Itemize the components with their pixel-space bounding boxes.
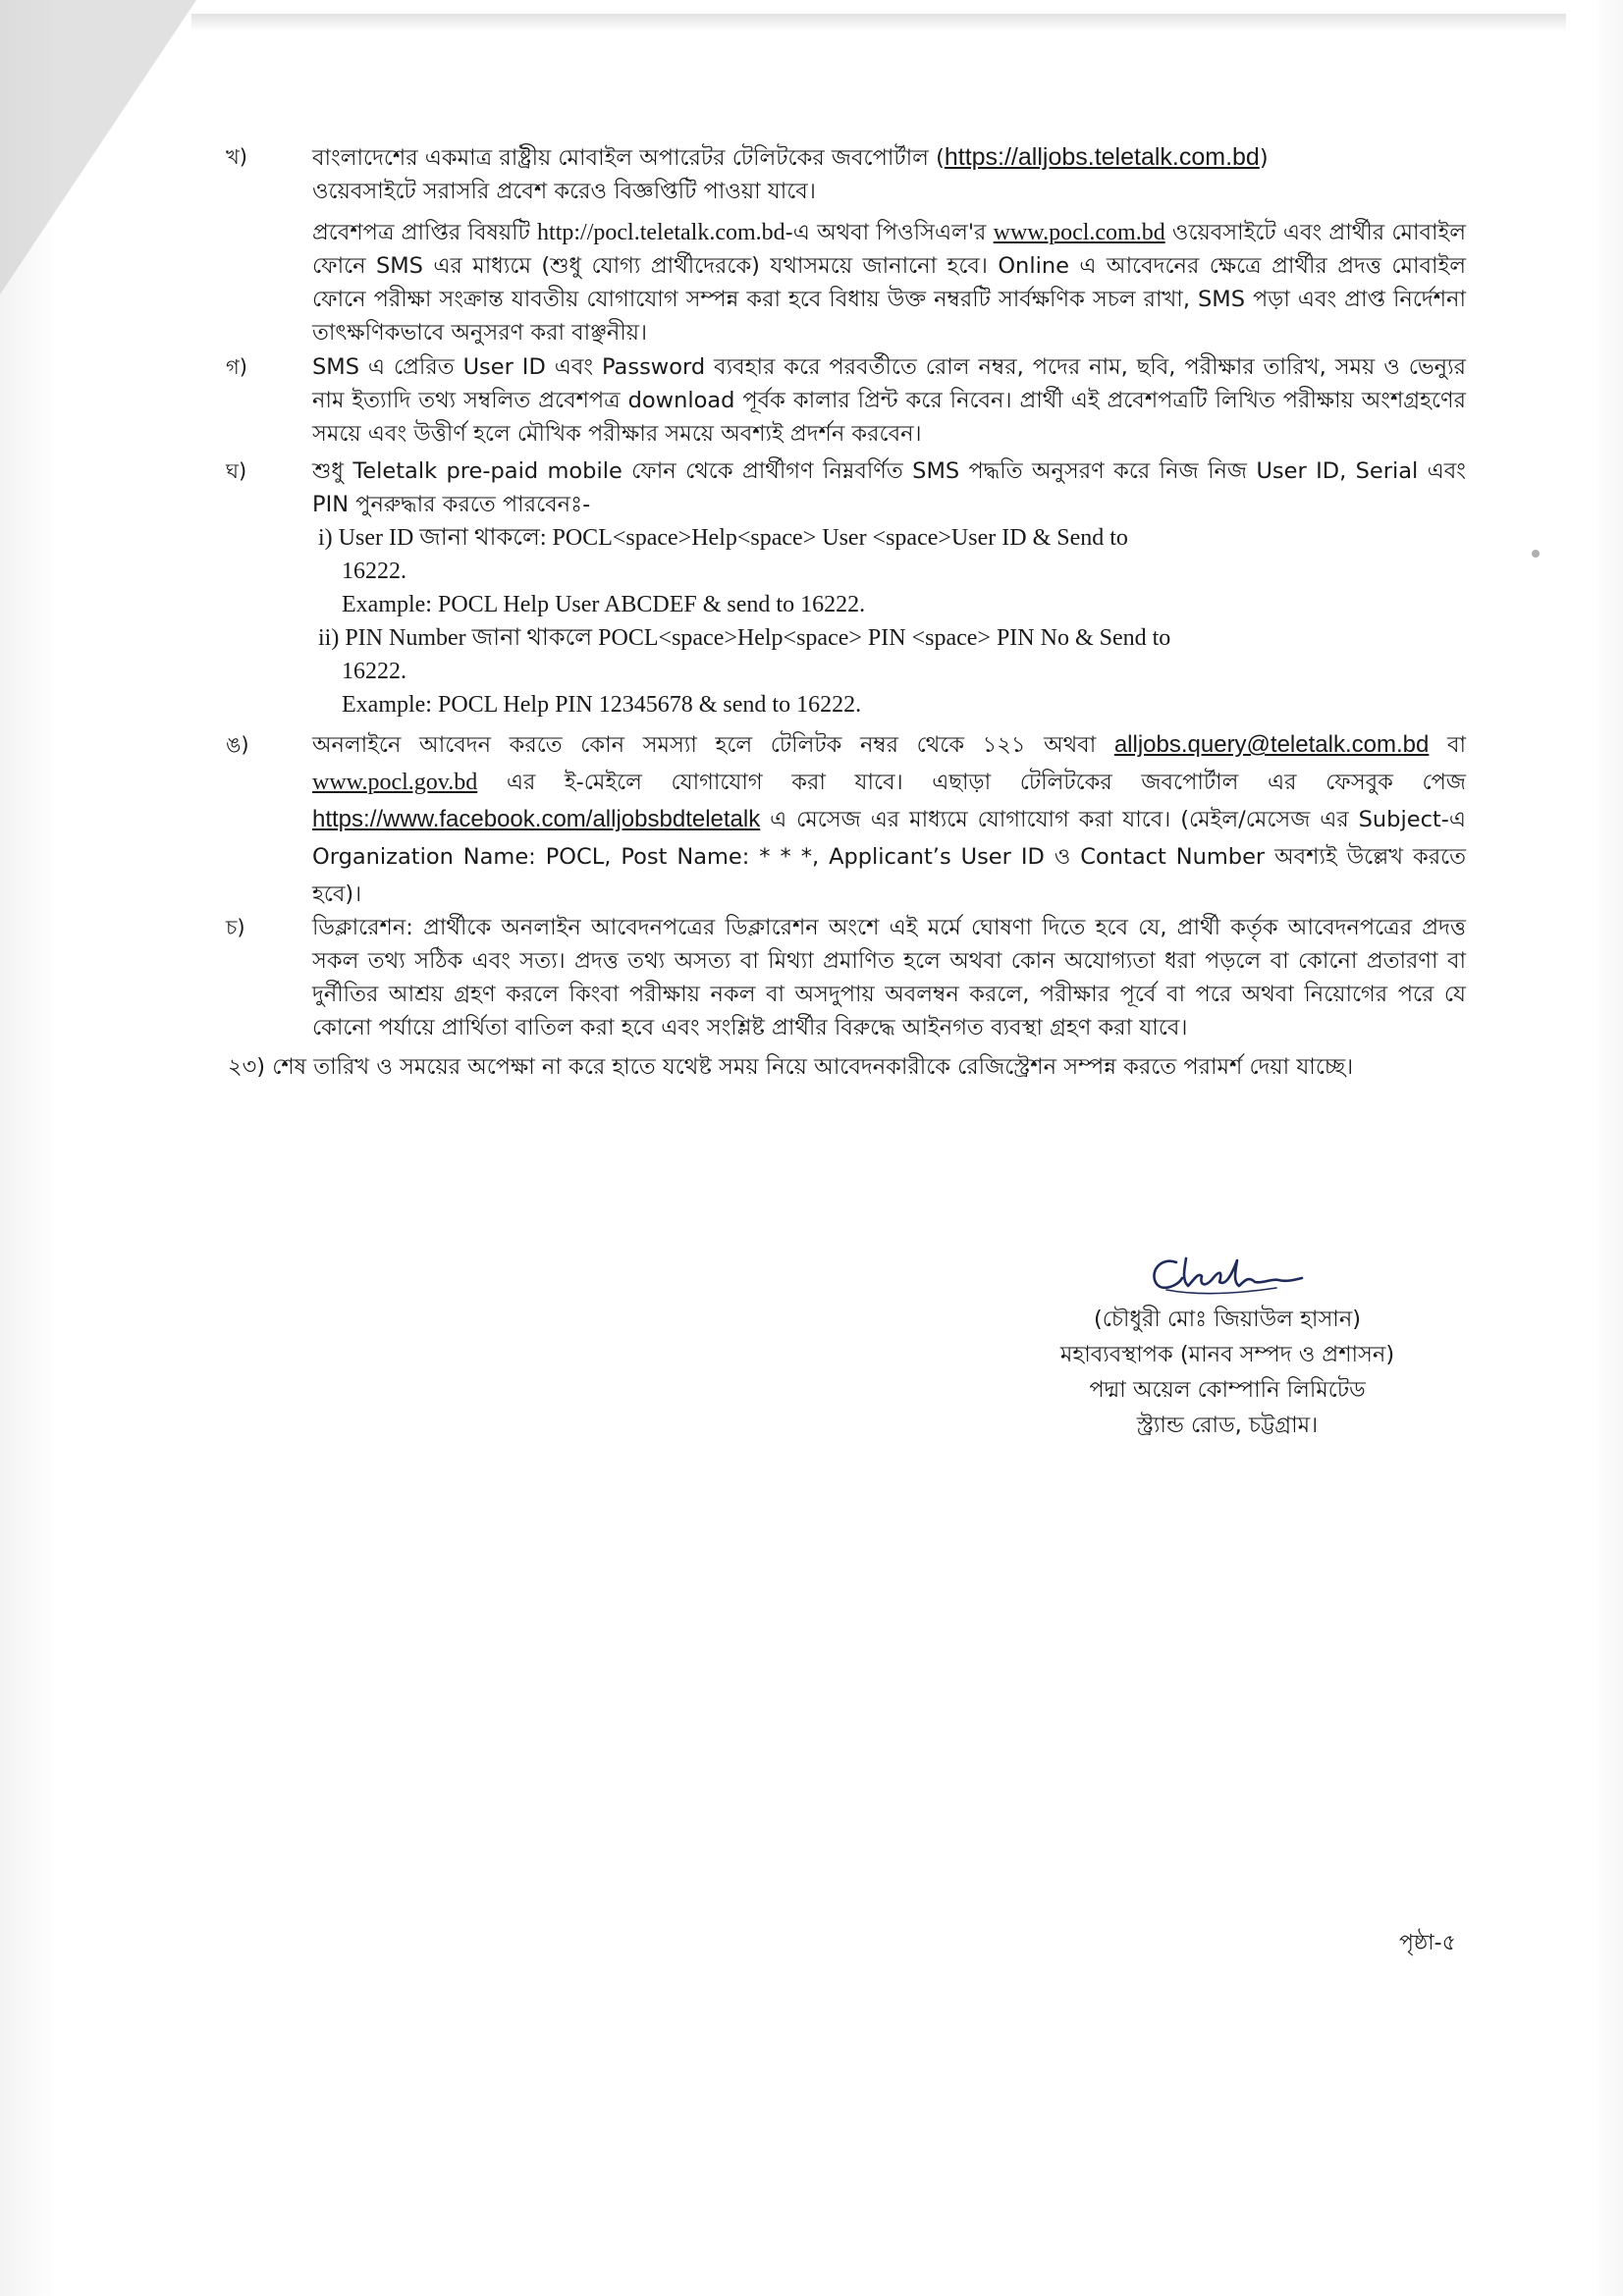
kha-p2-post: ওয়েবসাইটে এবং প্রার্থীর মোবাইল ফোনে SMS এর মাধ্যমে (শুধু যোগ্য প্রার্থীদেরকে) যথাসময়ে জানানো হবে। Online এ আবেদনের ক্ষেত্রে প্রার্থীর প্রদত্ত মোবাইল ফোনে পরীক্ষা সংক্রান্ত যাবতীয় যোগাযোগ সম্পন্ন করা হবে বিধায় উক্ত নম্বরটি সার্বক্ষণিক সচল রাখা, SMS পড়া এবং প্রাপ্ত নির্দেশনা তাৎক্ষণিকভাবে অনুসরণ করা বাঞ্ছনীয়। (312, 220, 1467, 346)
section-ga (226, 350, 1466, 451)
pocl-website-link[interactable]: www.pocl.com.bd (993, 220, 1165, 245)
umo-text-mid: এর ই-মেইলে যোগাযোগ করা যাবে। এছাড়া টেলিটকের জবপোর্টাল এর ফেসবুক পেজ (477, 770, 1466, 795)
umo-text: অনলাইনে আবেদন করতে কোন সমস্যা হলে টেলিটক নম্বর থেকে ১২১ অথবা (312, 732, 1114, 758)
kha-paragraph-2 (312, 216, 1466, 349)
section-marker: ঘ) (226, 459, 247, 483)
teletalk-jobportal-link[interactable]: https://alljobs.teletalk.com.bd (944, 143, 1260, 171)
signatory-address: স্ট্র্যান্ড রোড, চট্টগ্রাম। (1136, 1413, 1319, 1438)
signatory-name: (চৌধুরী মোঃ জিয়াউল হাসান) (1093, 1307, 1362, 1332)
gha-option-2-cont: 16222. (342, 659, 406, 684)
signatory-organization: পদ্মা অয়েল কোম্পানি লিমিটেড (1089, 1377, 1366, 1403)
gha-option-1: i) User ID জানা থাকলে: POCL<space>Help<space> User <space>User ID & Send to (318, 525, 1128, 551)
handwritten-signature (1129, 1247, 1325, 1302)
gha-intro: শুধু Teletalk pre-paid mobile ফোন থেকে প্রার্থীগণ নিম্নবর্ণিত SMS পদ্ধতি অনুসরণ করে নিজ নিজ User ID, Serial এবং PIN পুনরুদ্ধার করতে পারবেনঃ- (312, 458, 1466, 517)
section-umo (226, 726, 1466, 913)
section-gha (226, 454, 1466, 721)
umo-paragraph (312, 726, 1466, 913)
signatory-title: মহাব্যবস্থাপক (মানব সম্পদ ও প্রশাসন) (1059, 1342, 1395, 1367)
paragraph-23 (228, 1050, 1504, 1084)
section-marker: চ) (226, 916, 245, 939)
section-cha (226, 911, 1466, 1044)
kha-p2-text: প্রবেশপত্র প্রাপ্তির বিষয়টি (312, 220, 538, 245)
section-marker: ঙ) (226, 733, 249, 757)
gha-option-2-example: Example: POCL Help PIN 12345678 & send to 16222. (342, 692, 862, 718)
facebook-page-link[interactable]: https://www.facebook.com/alljobsbdteletalk (312, 806, 761, 832)
signature-block (982, 1247, 1473, 1443)
gha-option-2: ii) PIN Number জানা থাকলে POCL<space>Help<space> PIN <space> PIN No & Send to (318, 625, 1171, 651)
pocl-teletalk-url: http://pocl.teletalk.com.bd (537, 220, 785, 245)
gha-option-1-example: Example: POCL Help User ABCDEF & send to 16222. (342, 592, 866, 617)
section-kha (226, 140, 1467, 349)
folded-corner (0, 0, 196, 294)
page-number: পৃষ্ঠা-৫ (1399, 1931, 1456, 1955)
kha-text-cont: ওয়েবসাইটে সরাসরি প্রবেশ করেও বিজ্ঞপ্তিটি পাওয়া যাবে। (312, 179, 816, 204)
section-marker: খ) (226, 145, 247, 169)
kha-text-close: ) (1259, 145, 1269, 171)
kha-p2-mid: -এ অথবা পিওসিএল'র (784, 220, 994, 245)
fold-edge-shadow (191, 14, 1566, 31)
umo-text-post: এ মেসেজ এর মাধ্যমে যোগাযোগ করা যাবে। (মেইল/মেসেজ এর Subject-এ Organization Name: POCL, Post Name: * * *, Applicant’s User ID ও Contact Number অবশ্যই উল্লেখ করতে হবে)। (312, 807, 1466, 907)
umo-text-or: বা (1429, 732, 1466, 758)
section-marker: গ) (226, 355, 247, 379)
teletalk-query-email-link[interactable]: alljobs.query@teletalk.com.bd (1113, 731, 1430, 758)
paragraph-23-text: ২৩) শেষ তারিখ ও সময়ের অপেক্ষা না করে হাতে যথেষ্ট সময় নিয়ে আবেদনকারীকে রেজিস্ট্রেশন সম্পন্ন করতে পরামর্শ দেয়া যাচ্ছে। (228, 1054, 1354, 1080)
cha-paragraph: ডিক্লারেশন: প্রার্থীকে অনলাইন আবেদনপত্রের ডিক্লারেশন অংশে এই মর্মে ঘোষণা দিতে হবে যে, প্রার্থী কর্তৃক আবেদনপত্রের প্রদত্ত সকল তথ্য সঠিক এবং সত্য। প্রদত্ত তথ্য অসত্য বা মিথ্যা প্রমাণিত হলে অথবা কোন অযোগ্যতা ধরা পড়লে বা কোনো প্রতারণা বা দুর্নীতির আশ্রয় গ্রহণ করলে কিংবা পরীক্ষায় নকল বা অসদুপায় অবলম্বন করলে, পরীক্ষার পূর্বে বা পরে অথবা নিয়োগের পরে যে কোনো পর্যায়ে প্রার্থিতা বাতিল করা হবে এবং সংশ্লিষ্ট প্রার্থীর বিরুদ্ধে আইনগত ব্যবস্থা গ্রহণ করা যাবে। (312, 915, 1466, 1041)
scan-speck (1532, 550, 1540, 558)
kha-text: বাংলাদেশের একমাত্র রাষ্ট্রীয় মোবাইল অপারেটর টেলিটকের জবপোর্টাল ( (312, 145, 945, 171)
ga-paragraph: SMS এ প্রেরিত User ID এবং Password ব্যবহার করে পরবর্তীতে রোল নম্বর, পদের নাম, ছবি, পরীক্ষার তারিখ, সময় ও ভেন্যুর নাম ইত্যাদি তথ্য সম্বলিত প্রবেশপত্র download পূর্বক কালার প্রিন্ট করে নিবেন। প্রার্থী এই প্রবেশপত্রটি লিখিত পরীক্ষায় অংশগ্রহণের সময়ে এবং উত্তীর্ণ হলে মৌখিক পরীক্ষার সময়ে অবশ্যই প্রদর্শন করবেন। (312, 354, 1466, 447)
gha-option-1-cont: 16222. (342, 559, 406, 584)
pocl-gov-link[interactable]: www.pocl.gov.bd (312, 770, 478, 795)
kha-paragraph-1 (312, 140, 1466, 208)
